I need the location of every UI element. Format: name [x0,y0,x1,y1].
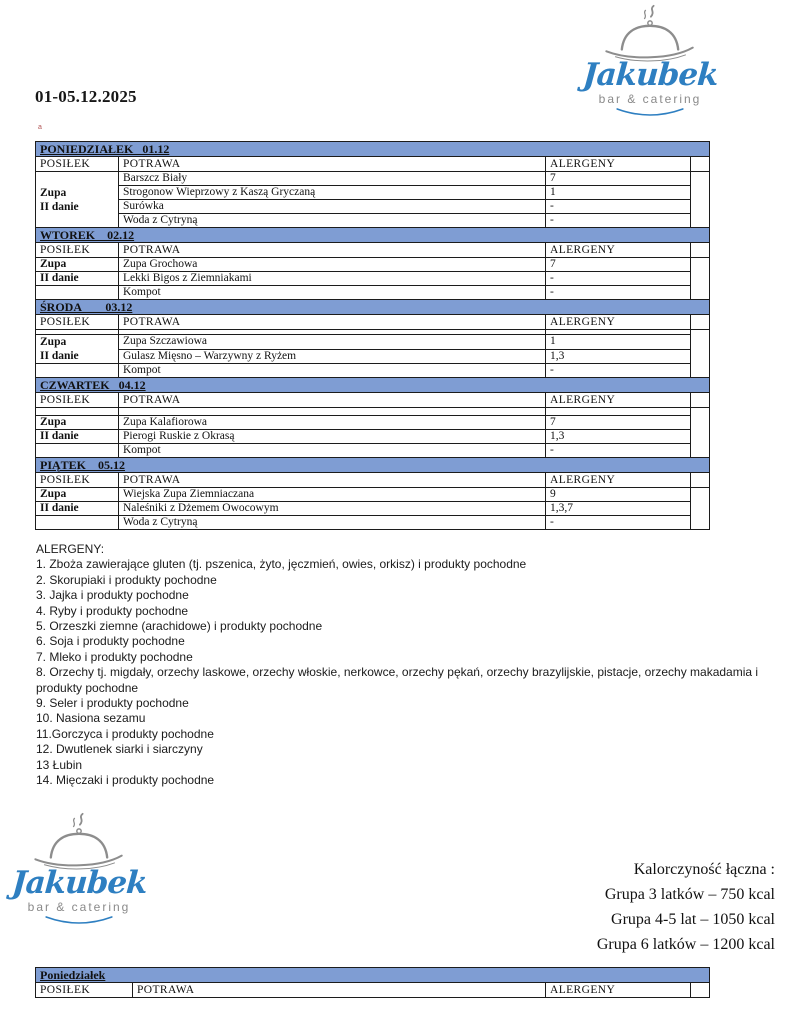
dish-cell: Naleśniki z Dżemem Owocowym [119,502,546,516]
logo-tagline: bar & catering [598,92,702,106]
empty-cell [691,408,710,458]
allergen-legend-heading: ALERGENY: [36,542,105,556]
dish-cell: Kompot [119,444,546,458]
allergen-item: 11.Gorczyca i produkty pochodne [36,726,214,741]
stray-annotation-mark: a [38,124,42,131]
allergen-cell: - [546,444,691,458]
header-dish: POTRAWA [119,393,546,408]
header-empty [691,157,710,172]
allergen-item: 9. Seler i produkty pochodne [36,696,189,711]
dish-cell: Kompot [119,286,546,300]
menu-table-thursday [35,377,710,458]
allergen-cell: 7 [546,172,691,186]
allergen-cell: 7 [546,258,691,272]
logo-name: Jakubek [10,865,148,901]
header-dish: POTRAWA [119,315,546,330]
allergen-item: 14. Mięczaki i produkty pochodne [36,773,215,788]
header-allergens: ALERGENY [546,243,691,258]
header-meal: POSIŁEK [36,473,119,488]
dish-cell: Wiejska Zupa Ziemniaczana [119,488,546,502]
allergen-item: 7. Mleko i produkty pochodne [36,649,193,664]
allergen-item: 8. Orzechy tj. migdały, orzechy laskowe, orzechy włoskie, nerkowce, orzechy pękań, orzechy brazylijskie, pistacje, orzechy makadamia i produkty pochodne [36,665,759,695]
logo-tagline: bar & catering [27,900,131,914]
dish-cell: Surówka [119,200,546,214]
spacer-cell [546,408,691,416]
dish-cell: Woda z Cytryną [119,516,546,530]
menu-table-tuesday [35,227,710,300]
allergen-item: 5. Orzeszki ziemne (arachidowe) i produkty pochodne [36,619,323,634]
day-band-tuesday: WTOREK 02.12 [36,228,710,243]
logo-top [581,4,719,119]
meal-cell [36,444,119,458]
allergen-cell: 1,3 [546,430,691,444]
allergen-cell: 9 [546,488,691,502]
allergen-cell: - [546,214,691,228]
dish-cell: Pierogi Ruskie z Okrasą [119,430,546,444]
dish-cell: Woda z Cytryną [119,214,546,228]
allergen-cell: - [546,272,691,286]
day-band-thursday: CZWARTEK 04.12 [36,378,710,393]
menu-table-next-monday [35,967,710,998]
header-dish: POTRAWA [133,983,546,998]
menu-table-friday [35,457,710,530]
menu-table-wednesday [35,299,710,378]
meal-cell: II danie [36,430,119,444]
header-meal: POSIŁEK [36,157,119,172]
dish-cell: Lekki Bigos z Ziemniakami [119,272,546,286]
dish-cell: Zupa Szczawiowa [119,335,546,350]
day-band-monday: PONIEDZIAŁEK 01.12 [36,142,710,157]
meal-cell: Zupa [36,416,119,430]
cloche-icon [594,4,706,64]
allergen-cell: - [546,516,691,530]
weekly-menu [35,141,711,530]
next-week-table [35,967,710,998]
empty-cell [691,330,710,378]
allergen-cell: 1,3 [546,349,691,364]
header-meal: POSIŁEK [36,393,119,408]
meal-cell: II danie [36,502,119,516]
header-meal: POSIŁEK [36,315,119,330]
dish-cell: Strogonow Wieprzowy z Kaszą Gryczaną [119,186,546,200]
header-allergens: ALERGENY [546,393,691,408]
empty-cell [691,488,710,530]
empty-cell [691,258,710,300]
header-meal: POSIŁEK [36,983,133,998]
spacer-cell [119,408,546,416]
allergen-cell: 1,3,7 [546,502,691,516]
dish-cell: Barszcz Biały [119,172,546,186]
dish-cell: Gulasz Mięsno – Warzywny z Ryżem [119,349,546,364]
header-allergens: ALERGENY [546,983,691,998]
date-range: 01-05.12.2025 [35,87,137,106]
meal-cell: Zupa II danie [36,172,119,228]
allergen-item: 6. Soja i produkty pochodne [36,634,185,649]
header-dish: POTRAWA [119,243,546,258]
header-dish: POTRAWA [119,473,546,488]
allergen-item: 13 Łubin [36,757,83,772]
allergen-cell: - [546,286,691,300]
logo-arc-icon [614,107,686,119]
header-allergens: ALERGENY [546,315,691,330]
allergen-item: 10. Nasiona sezamu [36,711,146,726]
allergen-cell: 1 [546,186,691,200]
dish-cell: Zupa Grochowa [119,258,546,272]
allergen-item: 4. Ryby i produkty pochodne [36,603,189,618]
header-empty [691,243,710,258]
meal-cell: II danie [36,272,119,286]
meal-cell: Zupa [36,258,119,272]
day-band-wednesday: ŚRODA 03.12 [36,300,710,315]
allergen-item: 12. Dwutlenek siarki i siarczyny [36,742,203,757]
calories-line: Grupa 3 latków – 750 kcal [604,886,775,903]
allergen-cell: 1 [546,335,691,350]
empty-cell [691,172,710,228]
allergen-cell: - [546,200,691,214]
allergen-item: 2. Skorupiaki i produkty pochodne [36,572,217,587]
day-band-friday: PIĄTEK 05.12 [36,458,710,473]
dish-cell: Kompot [119,364,546,378]
spacer-cell [36,408,119,416]
cloche-icon [23,812,135,872]
calories-title: Kalorczyność łączna : [633,861,775,878]
header-allergens: ALERGENY [546,473,691,488]
meal-cell: Zupa II danie [36,335,119,364]
day-band-next-monday: Poniedziałek [36,968,710,983]
logo-bottom [10,812,148,927]
allergen-item: 1. Zboża zawierające gluten (tj. pszenica, żyto, jęczmień, owies, orkisz) i produkty pochodne [36,557,527,572]
header-dish: POTRAWA [119,157,546,172]
dish-cell: Zupa Kalafiorowa [119,416,546,430]
header-empty [691,393,710,408]
logo-name: Jakubek [581,57,719,93]
logo-arc-icon [43,915,115,927]
meal-cell [36,364,119,378]
menu-table-monday [35,141,710,228]
meal-cell [36,286,119,300]
header-meal: POSIŁEK [36,243,119,258]
header-empty [691,983,710,998]
meal-cell [36,516,119,530]
header-empty [691,473,710,488]
allergen-cell: - [546,364,691,378]
allergen-legend [36,542,780,789]
meal-cell: Zupa [36,488,119,502]
calories-line: Grupa 4-5 lat – 1050 kcal [611,911,775,928]
allergen-cell: 7 [546,416,691,430]
calories-summary [597,857,775,957]
header-allergens: ALERGENY [546,157,691,172]
calories-line: Grupa 6 latków – 1200 kcal [596,936,775,953]
allergen-item: 3. Jajka i produkty pochodne [36,588,189,603]
header-empty [691,315,710,330]
